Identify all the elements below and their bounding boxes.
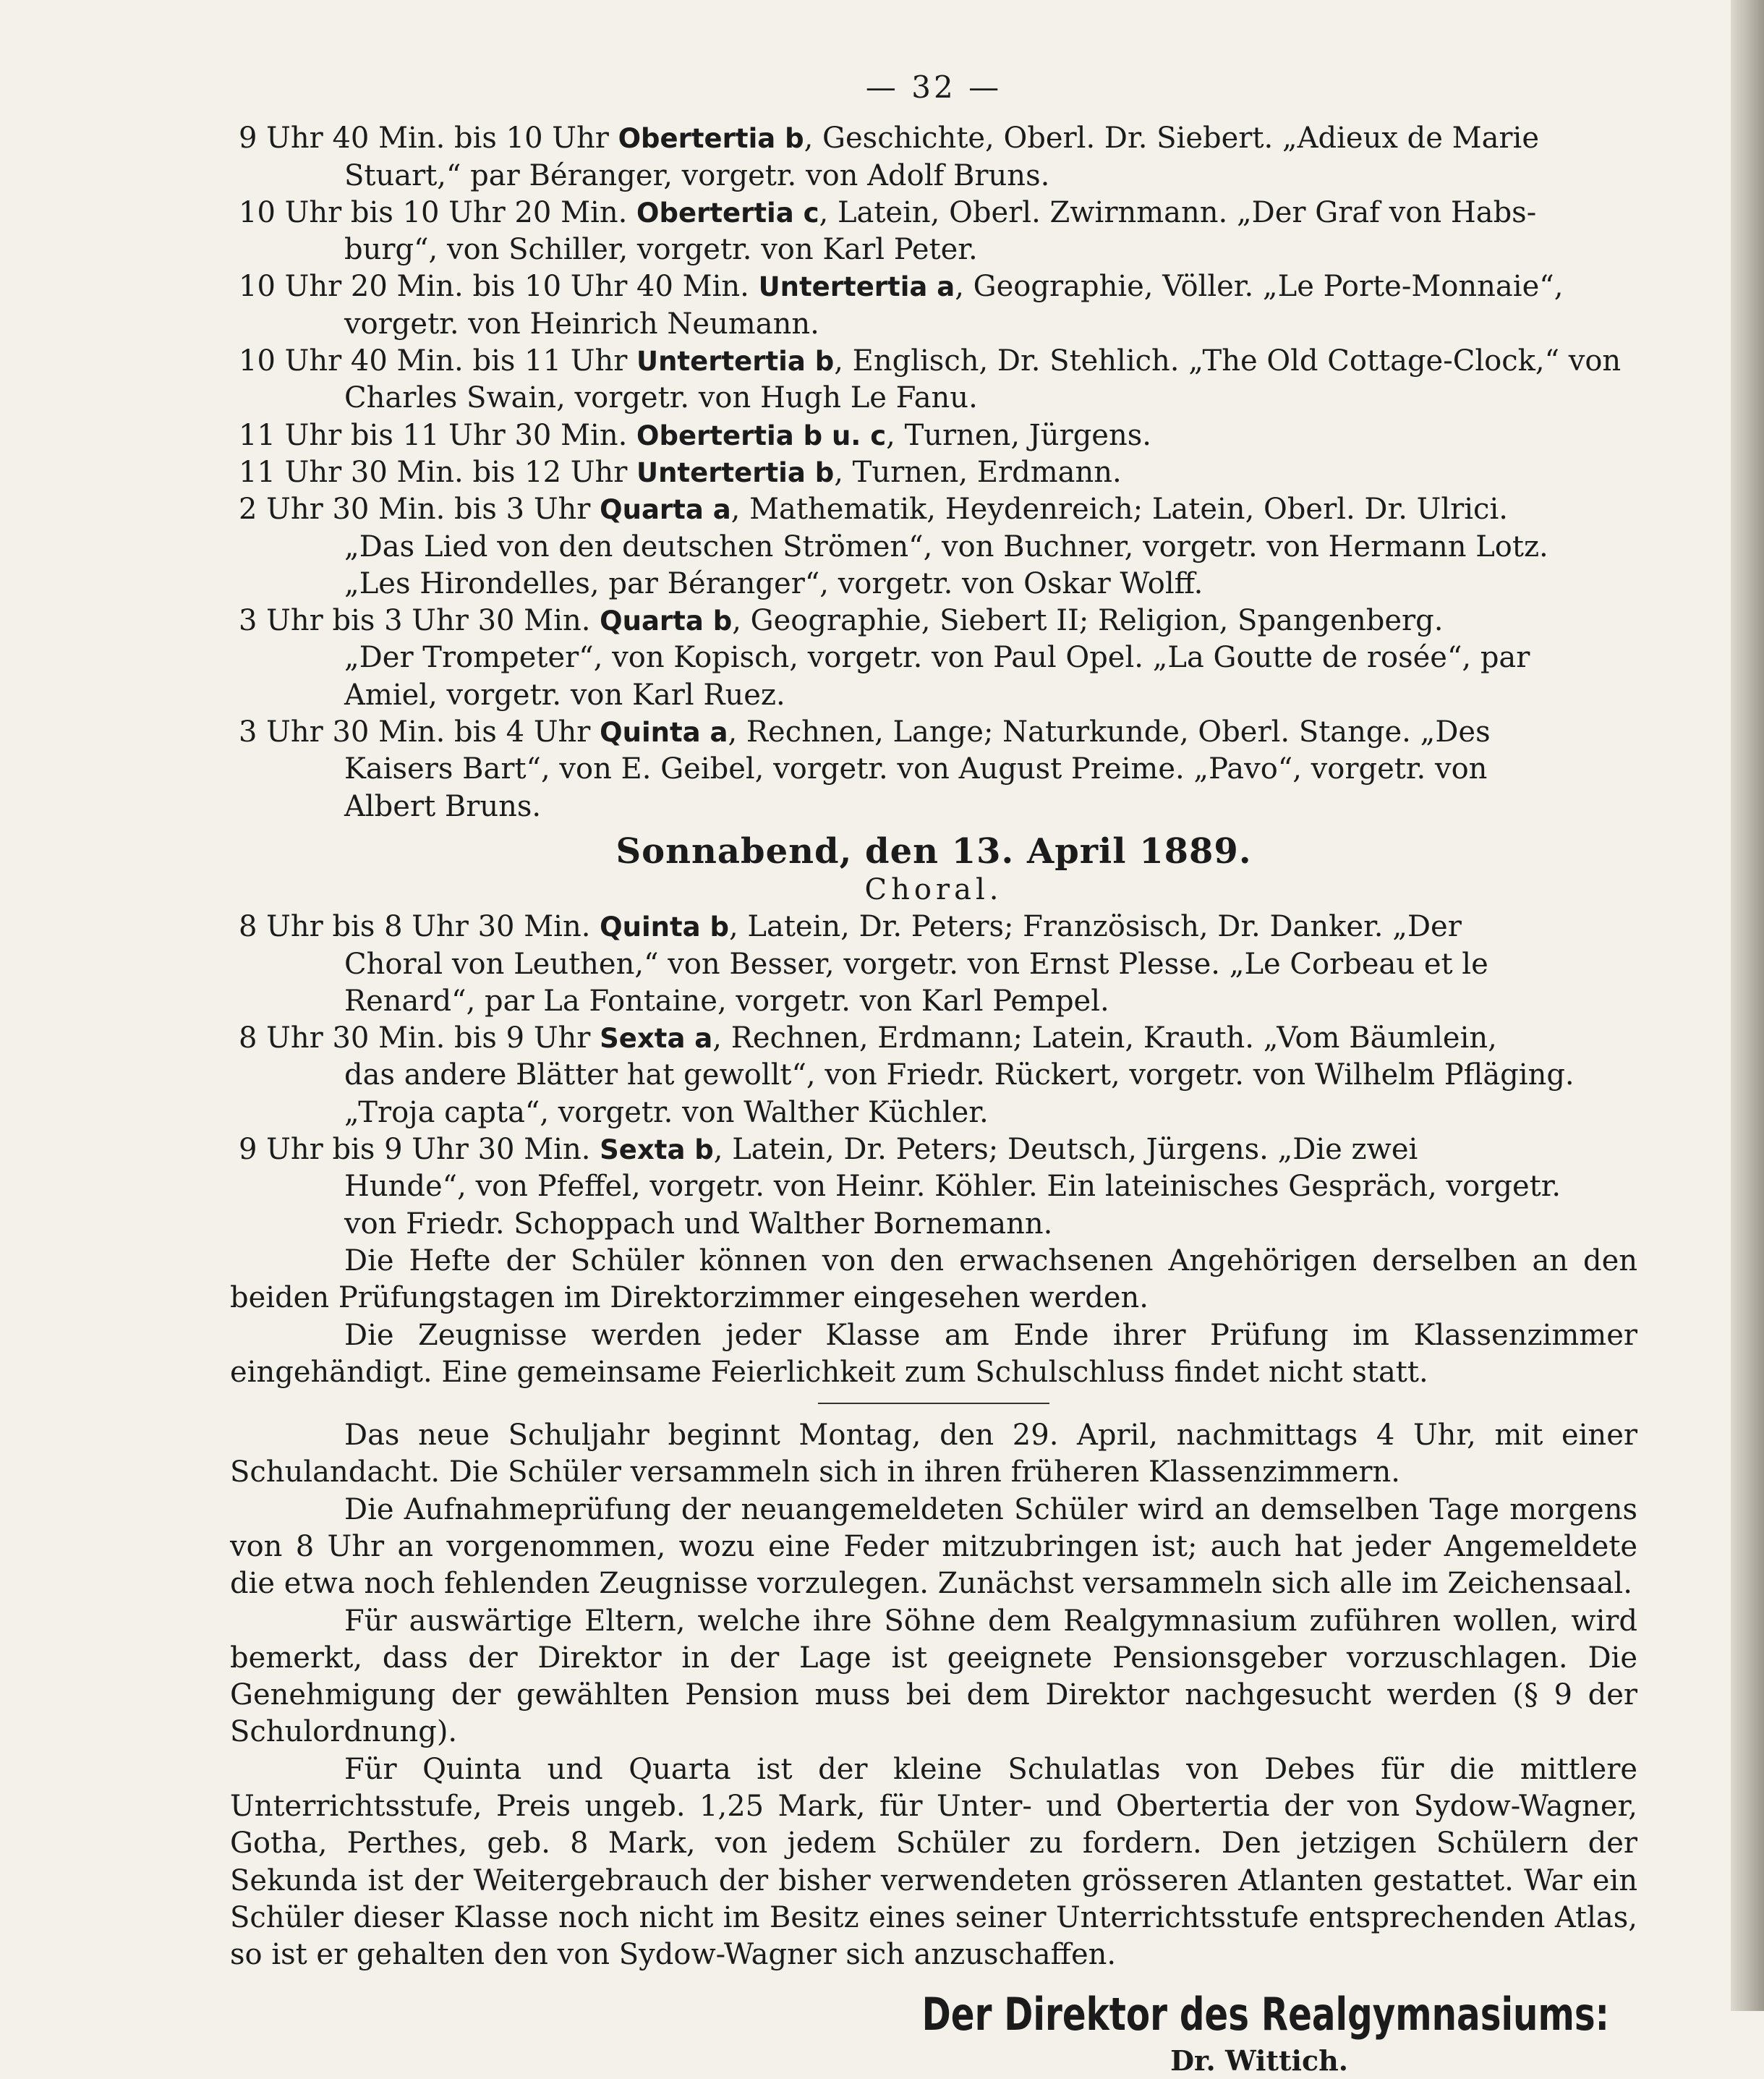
entry-continuation: „Das Lied von den deutschen Strömen“, von Buchner, vorgetr. von Hermann Lotz. (344, 530, 1548, 564)
schedule-entry (230, 343, 1637, 417)
entry-class: Untertertia a (758, 271, 955, 303)
entry-class: Untertertia b (636, 346, 835, 378)
entry-class: Quinta b (600, 911, 729, 943)
entry-details: , Mathematik, Heydenreich; Latein, Oberl. Dr. Ulrici. (730, 493, 1508, 527)
entry-class: Obertertia c (636, 197, 819, 229)
signature-name: Dr. Wittich. (1170, 2044, 1348, 2077)
entry-continuation: „Les Hirondelles, par Béranger“, vorgetr. von Oskar Wolff. (344, 566, 1203, 600)
day-heading: Sonnabend, den 13. April 1889. (615, 830, 1252, 872)
paragraph-schuljahr: Das neue Schuljahr beginnt Montag, den 29. April, nachmittags 4 Uhr, mit einer Schulandacht. Die Schüler versammeln sich in ihren früheren Klassenzimmern. (230, 1419, 1637, 1489)
paragraph-eltern: Für auswärtige Eltern, welche ihre Söhne dem Realgymnasium zuführen wollen, wird bemerkt, dass der Direktor in der Lage ist geeignete Pensionsgeber vorzuschlagen. Die Genehmigung der gewählten Pension muss bei dem Direktor nachgesucht werden (§ 9 der Schulordnung). (230, 1604, 1637, 1749)
entry-details: , Geschichte, Oberl. Dr. Siebert. „Adieux de Marie (804, 122, 1539, 156)
entry-details: , Englisch, Dr. Stehlich. „The Old Cottage-Clock,“ von (834, 344, 1622, 378)
entry-class: Quarta a (600, 494, 731, 526)
entry-time: 9 Uhr 40 Min. bis 10 Uhr (239, 122, 609, 156)
schedule-entry (230, 1020, 1637, 1131)
entry-continuation: „Troja capta“, vorgetr. von Walther Küchler. (344, 1095, 989, 1129)
entry-time: 10 Uhr 40 Min. bis 11 Uhr (239, 344, 628, 378)
entry-details: , Turnen, Erdmann. (834, 455, 1122, 489)
page-edge-shadow (1731, 0, 1764, 2011)
entry-time: 2 Uhr 30 Min. bis 3 Uhr (239, 493, 591, 527)
entry-details: , Latein, Dr. Peters; Französisch, Dr. Danker. „Der (729, 910, 1462, 944)
schedule-entry (230, 268, 1637, 343)
schedule-entry (230, 120, 1637, 195)
choral-label: Choral. (864, 872, 1003, 906)
entry-details: , Turnen, Jürgens. (886, 418, 1151, 452)
entry-details: , Geographie, Völler. „Le Porte-Monnaie“, (955, 270, 1564, 304)
schedule-entry (230, 454, 1637, 491)
entry-continuation: Kaisers Bart“, von E. Geibel, vorgetr. von August Preime. „Pavo“, vorgetr. von (344, 752, 1488, 786)
schedule-entry (230, 909, 1637, 1020)
paragraph-atlas: Für Quinta und Quarta ist der kleine Schulatlas von Debes für die mittlere Unterrichtsstufe, Preis ungeb. 1,25 Mark, für Unter- und Obertertia der von Sydow-Wagner, Gotha, Perthes, geb. 8 Mark, von jedem Schüler zu fordern. Den jetzigen Schülern der Sekunda ist der Weitergebrauch der bisher verwendeten grösseren Atlanten gestattet. War ein Schüler dieser Klasse noch nicht im Besitz eines seiner Unterrichtsstufe entsprechenden Atlas, so ist er gehalten den von Sydow-Wagner sich anzuschaffen. (230, 1752, 1637, 1972)
entry-continuation: Albert Bruns. (344, 789, 542, 823)
entry-details: , Latein, Oberl. Zwirnmann. „Der Graf von Habs- (819, 195, 1537, 229)
entry-time: 10 Uhr bis 10 Uhr 20 Min. (239, 195, 628, 229)
entry-class: Quarta b (600, 605, 733, 637)
entry-class: Obertertia b u. c (636, 420, 887, 451)
entry-time: 8 Uhr 30 Min. bis 9 Uhr (239, 1021, 591, 1055)
paragraph-hefte: Die Hefte der Schüler können von den erwachsenen Angehörigen derselben an den beiden Prüfungstagen im Direktorzimmer eingesehen werden. (230, 1243, 1637, 1315)
entry-details: , Rechnen, Lange; Naturkunde, Oberl. Stange. „Des (728, 715, 1491, 749)
entry-class: Untertertia b (636, 456, 835, 488)
separator-rule (818, 1403, 1049, 1404)
entry-time: 11 Uhr 30 Min. bis 12 Uhr (239, 455, 628, 489)
page-number: — 32 — (865, 69, 1002, 105)
entry-continuation: Amiel, vorgetr. von Karl Ruez. (344, 678, 785, 712)
entry-time: 10 Uhr 20 Min. bis 10 Uhr 40 Min. (239, 270, 749, 304)
entry-continuation: „Der Trompeter“, von Kopisch, vorgetr. von Paul Opel. „La Goutte de rosée“, par (344, 641, 1530, 675)
entry-details: , Rechnen, Erdmann; Latein, Krauth. „Vom Bäumlein, (712, 1021, 1497, 1055)
schedule-entry (230, 491, 1637, 603)
entry-continuation: Charles Swain, vorgetr. von Hugh Le Fanu. (344, 381, 978, 415)
entry-continuation: von Friedr. Schoppach und Walther Bornemann. (344, 1207, 1053, 1241)
paragraph-zeugnisse: Die Zeugnisse werden jeder Klasse am Ende ihrer Prüfung im Klassenzimmer eingehändigt. Eine gemeinsame Feierlichkeit zum Schulschluss findet nicht statt. (230, 1318, 1637, 1389)
entry-continuation: Renard“, par La Fontaine, vorgetr. von Karl Pempel. (344, 984, 1109, 1018)
entry-continuation: Hunde“, von Pfeffel, vorgetr. von Heinr. Köhler. Ein lateinisches Gespräch, vorgetr. (344, 1170, 1561, 1204)
entry-time: 3 Uhr bis 3 Uhr 30 Min. (239, 604, 591, 638)
entry-continuation: vorgetr. von Heinrich Neumann. (344, 307, 819, 341)
entry-continuation: das andere Blätter hat gewollt“, von Friedr. Rückert, vorgetr. von Wilhelm Pfläging. (344, 1058, 1575, 1092)
entry-continuation: Stuart,“ par Béranger, vorgetr. von Adolf Bruns. (344, 158, 1050, 192)
schedule-entry (230, 603, 1637, 714)
signature-title: Der Direktor des Realgymnasiums: (921, 1987, 1609, 2041)
entry-continuation: burg“, von Schiller, vorgetr. von Karl Peter. (344, 233, 978, 267)
entry-class: Quinta a (600, 717, 728, 749)
entry-class: Obertertia b (618, 123, 804, 155)
entry-time: 11 Uhr bis 11 Uhr 30 Min. (239, 418, 628, 452)
entry-time: 3 Uhr 30 Min. bis 4 Uhr (239, 715, 591, 749)
schedule-entry (230, 1131, 1637, 1243)
entry-time: 8 Uhr bis 8 Uhr 30 Min. (239, 910, 591, 944)
schedule-entry (230, 195, 1637, 269)
schedule-block-friday (230, 120, 1637, 825)
schedule-block-saturday (230, 909, 1637, 1243)
entry-details: , Latein, Dr. Peters; Deutsch, Jürgens. „Die zwei (713, 1133, 1418, 1167)
entry-continuation: Choral von Leuthen,“ von Besser, vorgetr. von Ernst Plesse. „Le Corbeau et le (344, 947, 1488, 981)
schedule-entry (230, 714, 1637, 825)
entry-class: Sexta b (600, 1134, 714, 1166)
paragraph-aufnahme: Die Aufnahmeprüfung der neuangemeldeten Schüler wird an demselben Tage morgens von 8 Uhr an vorgenommen, wozu eine Feder mitzubringen ist; auch hat jeder Angemeldete die etwa noch fehlenden Zeugnisse vorzulegen. Zunächst versammeln sich alle im Zeichensaal. (230, 1492, 1637, 1601)
schedule-entry (230, 417, 1637, 454)
entry-class: Sexta a (600, 1023, 713, 1055)
document-page (230, 69, 1637, 2079)
entry-time: 9 Uhr bis 9 Uhr 30 Min. (239, 1133, 591, 1167)
entry-details: , Geographie, Siebert II; Religion, Spangenberg. (732, 604, 1444, 638)
